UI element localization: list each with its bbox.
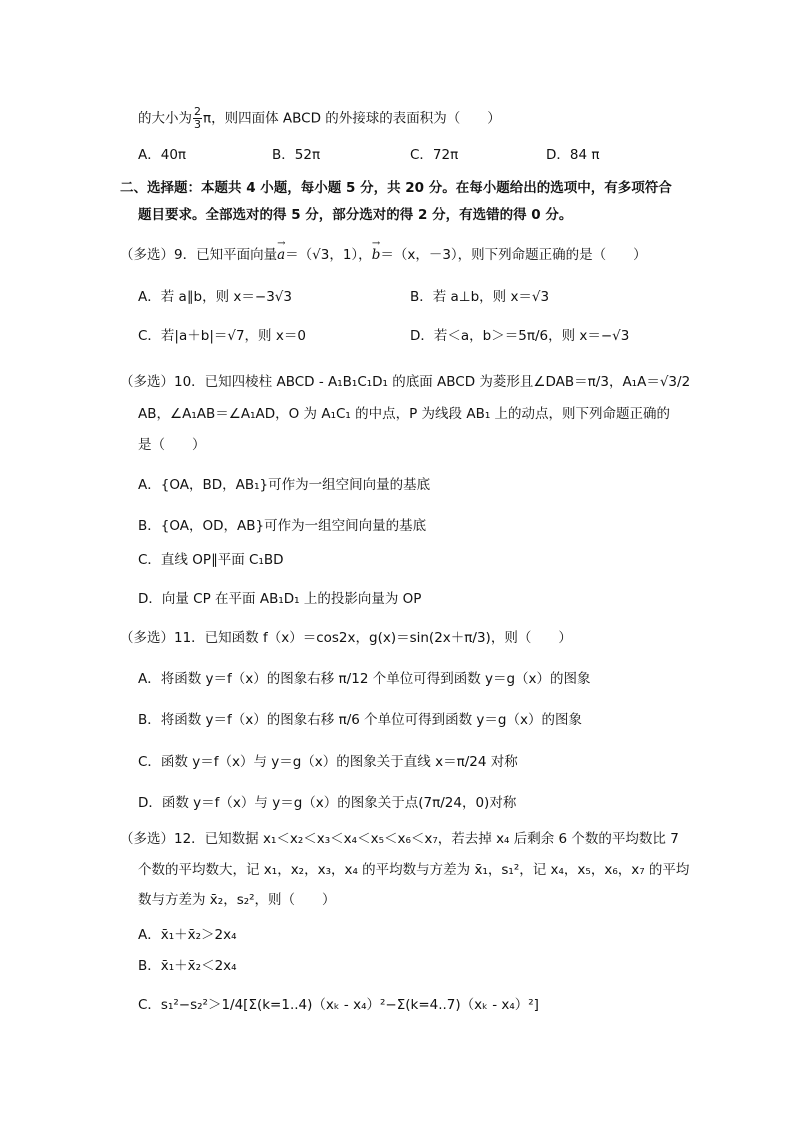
q12-stem-line1: （多选）12．已知数据 x₁＜x₂＜x₃＜x₄＜x₅＜x₆＜x₇，若去掉 x₄ 后剩余 6 个数的平均数比 7: [120, 831, 679, 847]
q11-option-b[interactable]: B．将函数 y＝f（x）的图象右移 π/6 个单位可得到函数 y＝g（x）的图象: [138, 712, 582, 728]
q10-option-c[interactable]: C．直线 OP∥平面 C₁BD: [138, 552, 284, 568]
q12-stem-line2: 个数的平均数大，记 x₁，x₂，x₃，x₄ 的平均数与方差为 x̄₁，s₁²，记 x₄，x₅，x₆，x₇ 的平均: [138, 862, 690, 878]
q9-a-definition: ＝（√3，1），: [285, 247, 372, 263]
q9-option-c[interactable]: C．若|a＋b|＝√7，则 x＝0: [138, 328, 306, 344]
q10-option-b[interactable]: B．{OA，OD，AB}可作为一组空间向量的基底: [138, 518, 427, 534]
q12-option-a[interactable]: A．x̄₁＋x̄₂＞2x₄: [138, 927, 237, 943]
q8-stem-fraction: $\frac{2}{3}$: [194, 105, 201, 131]
q9-b-definition: ＝（x，－3），则下列命题正确的是（ ）: [380, 247, 647, 263]
q8-stem-post: π，则四面体 ABCD 的外接球的表面积为（ ）: [203, 110, 501, 127]
q10-stem-line2: AB，∠A₁AB＝∠A₁AD，O 为 A₁C₁ 的中点，P 为线段 AB₁ 上的动点，则下列命题正确的: [138, 406, 671, 422]
section-2-instructions-line1: 二、选择题：本题共 4 小题，每小题 5 分，共 20 分。在每小题给出的选项中，有多项符合: [120, 180, 672, 196]
q8-option-b[interactable]: B．52π: [272, 147, 321, 163]
q10-stem-line1: （多选）10．已知四棱柱 ABCD - A₁B₁C₁D₁ 的底面 ABCD 为菱形且∠DAB＝π/3，A₁A＝√3/2: [120, 374, 691, 390]
q11-option-d[interactable]: D．函数 y＝f（x）与 y＝g（x）的图象关于点(7π/24，0)对称: [138, 795, 517, 811]
q12-stem-line3: 数与方差为 x̄₂，s₂²，则（ ）: [138, 892, 336, 908]
q9-stem-prefix: （多选）9．已知平面向量: [120, 247, 278, 263]
q11-stem: （多选）11．已知函数 f（x）＝cos2x，g(x)＝sin(2x＋π/3)，则（ ）: [120, 630, 572, 646]
q9-option-b[interactable]: B．若 a⊥b，则 x＝√3: [410, 289, 550, 305]
q8-option-c[interactable]: C．72π: [410, 147, 459, 163]
q9-stem: [120, 245, 647, 265]
q10-option-a[interactable]: A．{OA，BD，AB₁}可作为一组空间向量的基底: [138, 477, 431, 493]
q10-option-d[interactable]: D．向量 CP 在平面 AB₁D₁ 上的投影向量为 OP: [138, 591, 422, 607]
q9-option-d[interactable]: D．若＜a，b＞＝5π/6，则 x＝−√3: [410, 328, 630, 344]
q11-option-c[interactable]: C．函数 y＝f（x）与 y＝g（x）的图象关于直线 x＝π/24 对称: [138, 754, 518, 770]
q12-option-c[interactable]: C．s₁²−s₂²＞1/4[Σ(k=1..4)（xₖ - x₄）²−Σ(k=4..7)（xₖ - x₄）²]: [138, 997, 539, 1013]
q8-stem-pre: 的大小为: [138, 110, 192, 127]
q11-option-a[interactable]: A．将函数 y＝f（x）的图象右移 π/12 个单位可得到函数 y＝g（x）的图象: [138, 671, 591, 687]
vector-a-symbol: → a: [277, 245, 285, 265]
q8-option-a[interactable]: A．40π: [138, 147, 187, 163]
q10-stem-line3: 是（ ）: [138, 437, 206, 453]
q12-option-b[interactable]: B．x̄₁＋x̄₂＜2x₄: [138, 958, 237, 974]
vector-b-symbol: → b: [372, 245, 381, 265]
section-2-instructions-line2: 题目要求。全部选对的得 5 分，部分选对的得 2 分，有选错的得 0 分。: [138, 207, 573, 223]
q9-option-a[interactable]: A．若 a∥b，则 x＝−3√3: [138, 289, 292, 305]
q8-stem: [138, 106, 501, 131]
q8-option-d[interactable]: D．84 π: [546, 147, 600, 163]
